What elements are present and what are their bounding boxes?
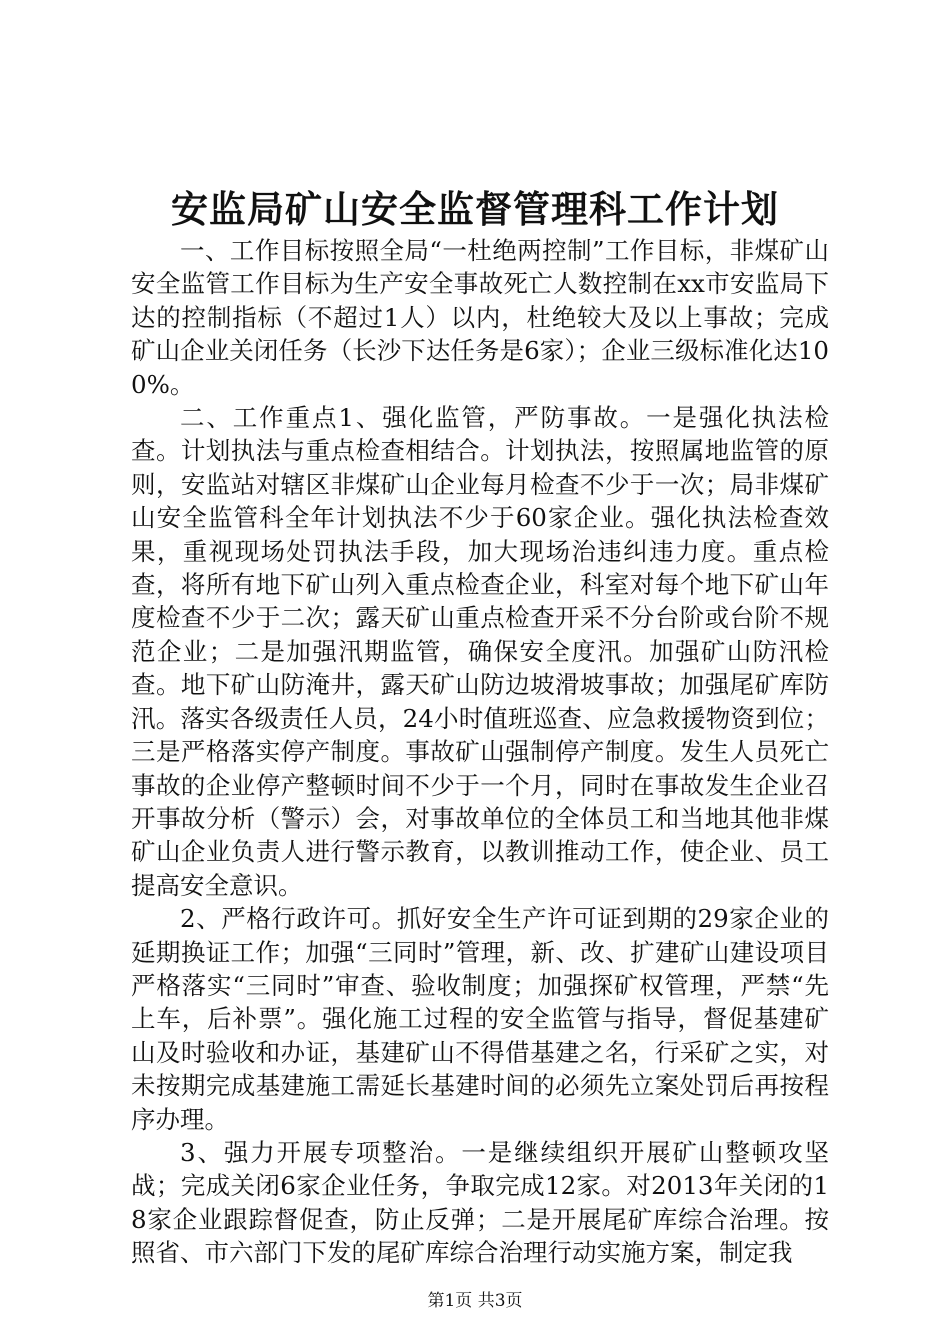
paragraph-administrative-licensing: 2、严格行政许可。抓好安全生产许可证到期的29家企业的延期换证工作；加强“三同时”管理，新、改、扩建矿山建设项目严格落实“三同时”审查、验收制度；加强探矿权管理，严禁“先上车，后补票”。强化施工过程的安全监管与指导，督促基建矿山及时验收和办证，基建矿山不得借基建之名，行采矿之实，对未按期完成基建施工需延长基建时间的必须先立案处罚后再按程序办理。 <box>131 904 829 1134</box>
paragraph-work-goals: 一、工作目标按照全局“一杜绝两控制”工作目标，非煤矿山安全监管工作目标为生产安全事故死亡人数控制在xx市安监局下达的控制指标（不超过1人）以内，杜绝较大及以上事故；完成矿山企业关闭任务（长沙下达任务是6家）；企业三级标准化达100%。 <box>131 236 829 399</box>
page-number-footer: 第1页 共3页 <box>427 1291 523 1311</box>
paragraph-special-rectification: 3、强力开展专项整治。一是继续组织开展矿山整顿攻坚战；完成关闭6家企业任务，争取完成12家。对2013年关闭的18家企业跟踪督促查，防止反弹；二是开展尾矿库综合治理。按照省、市六部门下发的尾矿库综合治理行动实施方案，制定我 <box>131 1137 829 1268</box>
document-title: 安监局矿山安全监督管理科工作计划 <box>171 187 779 231</box>
document-body <box>131 234 829 1270</box>
paragraph-work-focus: 二、工作重点1、强化监管，严防事故。一是强化执法检查。计划执法与重点检查相结合。计划执法，按照属地监管的原则，安监站对辖区非煤矿山企业每月检查不少于一次；局非煤矿山安全监管科全年计划执法不少于60家企业。强化执法检查效果，重视现场处罚执法手段，加大现场治违纠违力度。重点检查，将所有地下矿山列入重点检查企业，科室对每个地下矿山年度检查不少于二次；露天矿山重点检查开采不分台阶或台阶不规范企业；二是加强汛期监管，确保安全度汛。加强矿山防汛检查。地下矿山防淹井，露天矿山防边坡滑坡事故；加强尾矿库防汛。落实各级责任人员，24小时值班巡查、应急救援物资到位；三是严格落实停产制度。事故矿山强制停产制度。发生人员死亡事故的企业停产整顿时间不少于一个月，同时在事故发生企业召开事故分析（警示）会，对事故单位的全体员工和当地其他非煤矿山企业负责人进行警示教育，以教训推动工作，使企业、员工提高安全意识。 <box>131 403 829 900</box>
